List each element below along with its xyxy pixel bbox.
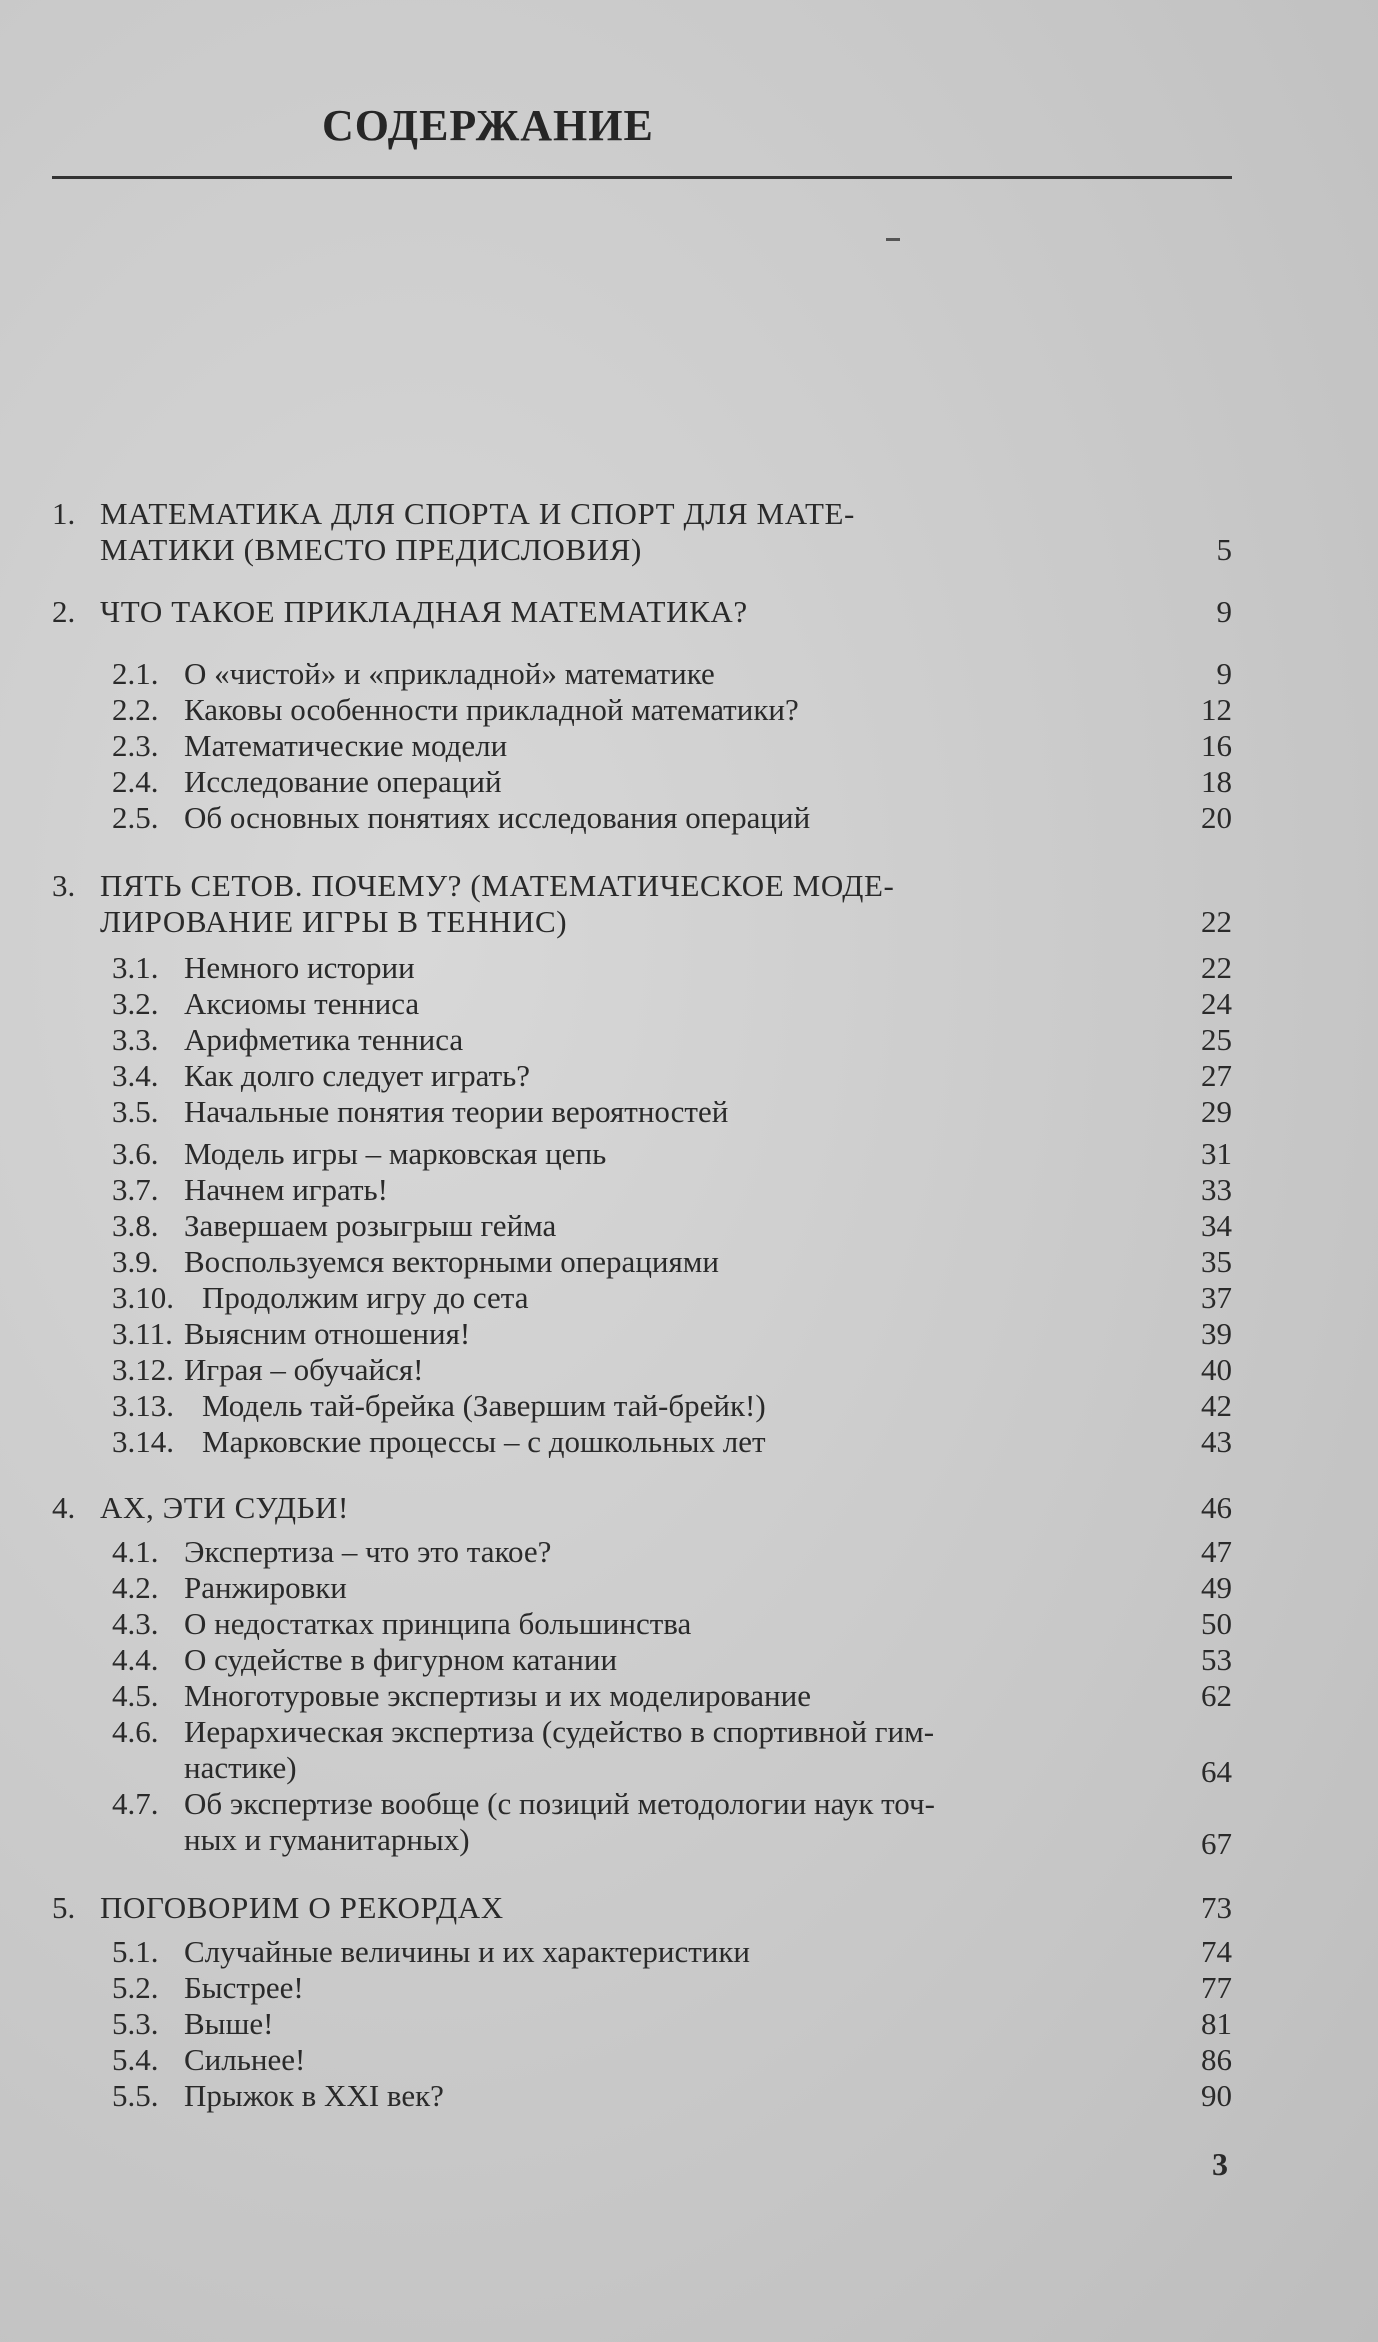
toc-number: 4.6. xyxy=(112,1714,159,1749)
toc-title: Исследование операций xyxy=(184,764,502,799)
toc-title: Быстрее! xyxy=(184,1970,304,2005)
toc-title: ЧТО ТАКОЕ ПРИКЛАДНАЯ МАТЕМАТИКА? xyxy=(100,594,748,629)
toc-title: Выше! xyxy=(184,2006,274,2041)
toc-chapter-3[interactable] xyxy=(52,868,1232,944)
toc-page: 42 xyxy=(1201,1388,1232,1423)
toc-page: 16 xyxy=(1201,728,1232,763)
toc-page: 39 xyxy=(1201,1316,1232,1351)
toc-number: 3.10. xyxy=(112,1280,174,1315)
toc-number: 2. xyxy=(52,594,76,629)
toc-title: Выясним отношения! xyxy=(184,1316,471,1351)
toc-title: Сильнее! xyxy=(184,2042,306,2077)
toc-page: 37 xyxy=(1201,1280,1232,1315)
toc-page: 62 xyxy=(1201,1678,1232,1713)
toc-title: Играя – обучайся! xyxy=(184,1352,424,1387)
toc-number: 3.8. xyxy=(112,1208,159,1243)
toc-number: 4.2. xyxy=(112,1570,159,1605)
toc-title: О «чистой» и «прикладной» математике xyxy=(184,656,715,691)
toc-number: 5.1. xyxy=(112,1934,159,1969)
toc-title: АХ, ЭТИ СУДЬИ! xyxy=(100,1490,349,1525)
print-mark xyxy=(886,238,900,241)
toc-title: Ранжировки xyxy=(184,1570,347,1605)
toc-title: Начальные понятия теории вероятностей xyxy=(184,1094,729,1129)
toc-page: 53 xyxy=(1201,1642,1232,1677)
toc-title: Прыжок в XXI век? xyxy=(184,2078,444,2113)
toc-page: 67 xyxy=(1201,1826,1232,1861)
toc-number: 3.1. xyxy=(112,950,159,985)
toc-number: 3.4. xyxy=(112,1058,159,1093)
toc-title: Об основных понятиях исследования операций xyxy=(184,800,811,835)
toc-page: 29 xyxy=(1201,1094,1232,1129)
toc-title: О недостатках принципа большинства xyxy=(184,1606,692,1641)
toc-title: Немного истории xyxy=(184,950,415,985)
toc-number: 2.5. xyxy=(112,800,159,835)
toc-number: 3.12. xyxy=(112,1352,174,1387)
toc-page: 9 xyxy=(1216,656,1232,691)
toc-number: 5.5. xyxy=(112,2078,159,2113)
toc-number: 2.3. xyxy=(112,728,159,763)
page-title: СОДЕРЖАНИЕ xyxy=(322,101,654,150)
toc-section-4-6[interactable] xyxy=(52,1714,1232,1790)
toc-number: 3.3. xyxy=(112,1022,159,1057)
toc-number: 5.4. xyxy=(112,2042,159,2077)
toc-number: 4.1. xyxy=(112,1534,159,1569)
toc-number: 1. xyxy=(52,496,76,531)
toc-number: 3. xyxy=(52,868,76,903)
toc-page: 73 xyxy=(1201,1890,1232,1925)
toc-title: Математические модели xyxy=(184,728,508,763)
toc-title: Завершаем розыгрыш гейма xyxy=(184,1208,557,1243)
toc-number: 3.11. xyxy=(112,1316,173,1351)
toc-page: 47 xyxy=(1201,1534,1232,1569)
toc-title: Каковы особенности прикладной математики? xyxy=(184,692,799,727)
toc-title: Случайные величины и их характеристики xyxy=(184,1934,751,1969)
toc-number: 4.7. xyxy=(112,1786,159,1821)
toc-title: МАТЕМАТИКА ДЛЯ СПОРТА И СПОРТ ДЛЯ МАТЕ- МАТИКИ (ВМЕСТО ПРЕДИСЛОВИЯ) xyxy=(100,496,855,567)
toc-number: 3.13. xyxy=(112,1388,174,1423)
toc-title: Марковские процессы – с дошкольных лет xyxy=(202,1424,766,1459)
toc-page: 35 xyxy=(1201,1244,1232,1279)
toc-number: 5.2. xyxy=(112,1970,159,2005)
toc-page: 34 xyxy=(1201,1208,1232,1243)
toc-page: 22 xyxy=(1201,950,1232,985)
toc-page: 9 xyxy=(1216,594,1232,629)
toc-title: Модель игры – марковская цепь xyxy=(184,1136,607,1171)
toc-section-4-7[interactable] xyxy=(52,1786,1232,1862)
toc-page: 12 xyxy=(1201,692,1232,727)
toc-page: 46 xyxy=(1201,1490,1232,1525)
toc-number: 3.6. xyxy=(112,1136,159,1171)
toc-number: 5. xyxy=(52,1890,76,1925)
toc-number: 4. xyxy=(52,1490,76,1525)
toc-number: 5.3. xyxy=(112,2006,159,2041)
toc-page: 86 xyxy=(1201,2042,1232,2077)
toc-number: 3.2. xyxy=(112,986,159,1021)
toc-number: 2.1. xyxy=(112,656,159,691)
toc-title: Экспертиза – что это такое? xyxy=(184,1534,552,1569)
toc-page: 5 xyxy=(1216,532,1232,567)
toc-title: Модель тай-брейка (Завершим тай-брейк!) xyxy=(202,1388,766,1423)
toc-number: 4.3. xyxy=(112,1606,159,1641)
toc-number: 2.2. xyxy=(112,692,159,727)
toc-title: Аксиомы тенниса xyxy=(184,986,420,1021)
page-number: 3 xyxy=(1212,2146,1228,2182)
toc-title: Воспользуемся векторными операциями xyxy=(184,1244,719,1279)
toc-page: 22 xyxy=(1201,904,1232,939)
toc-number: 3.9. xyxy=(112,1244,159,1279)
toc-page: 77 xyxy=(1201,1970,1232,2005)
toc-title: Продолжим игру до сета xyxy=(202,1280,529,1315)
toc-page: 81 xyxy=(1201,2006,1232,2041)
toc-page: 18 xyxy=(1201,764,1232,799)
toc-title: Об экспертизе вообще (с позиций методологии наук точ- ных и гуманитарных) xyxy=(184,1786,935,1857)
toc-number: 3.7. xyxy=(112,1172,159,1207)
toc-page: 49 xyxy=(1201,1570,1232,1605)
toc-page: 33 xyxy=(1201,1172,1232,1207)
toc-title: Иерархическая экспертиза (судейство в спортивной гим- настике) xyxy=(184,1714,935,1785)
toc-page: 31 xyxy=(1201,1136,1232,1171)
toc-title: Многотуровые экспертизы и их моделирование xyxy=(184,1678,811,1713)
toc-page: 40 xyxy=(1201,1352,1232,1387)
toc-number: 3.5. xyxy=(112,1094,159,1129)
toc-title: Как долго следует играть? xyxy=(184,1058,531,1093)
toc-page: 27 xyxy=(1201,1058,1232,1093)
toc-page: 20 xyxy=(1201,800,1232,835)
toc-page: 64 xyxy=(1201,1754,1232,1789)
title-underline xyxy=(52,176,1232,179)
toc-page: 43 xyxy=(1201,1424,1232,1459)
toc-number: 3.14. xyxy=(112,1424,174,1459)
toc-page: 24 xyxy=(1201,986,1232,1021)
toc-page: 50 xyxy=(1201,1606,1232,1641)
toc-title: О судействе в фигурном катании xyxy=(184,1642,618,1677)
toc-title: ПЯТЬ СЕТОВ. ПОЧЕМУ? (МАТЕМАТИЧЕСКОЕ МОДЕ- ЛИРОВАНИЕ ИГРЫ В ТЕННИС) xyxy=(100,868,895,939)
toc-title: Арифметика тенниса xyxy=(184,1022,464,1057)
toc-number: 4.4. xyxy=(112,1642,159,1677)
toc-number: 4.5. xyxy=(112,1678,159,1713)
toc-page: 25 xyxy=(1201,1022,1232,1057)
toc-title: ПОГОВОРИМ О РЕКОРДАХ xyxy=(100,1890,504,1925)
toc-page: 74 xyxy=(1201,1934,1232,1969)
toc-number: 2.4. xyxy=(112,764,159,799)
toc-page: 90 xyxy=(1201,2078,1232,2113)
toc-title: Начнем играть! xyxy=(184,1172,388,1207)
toc-chapter-1[interactable] xyxy=(52,496,1232,572)
